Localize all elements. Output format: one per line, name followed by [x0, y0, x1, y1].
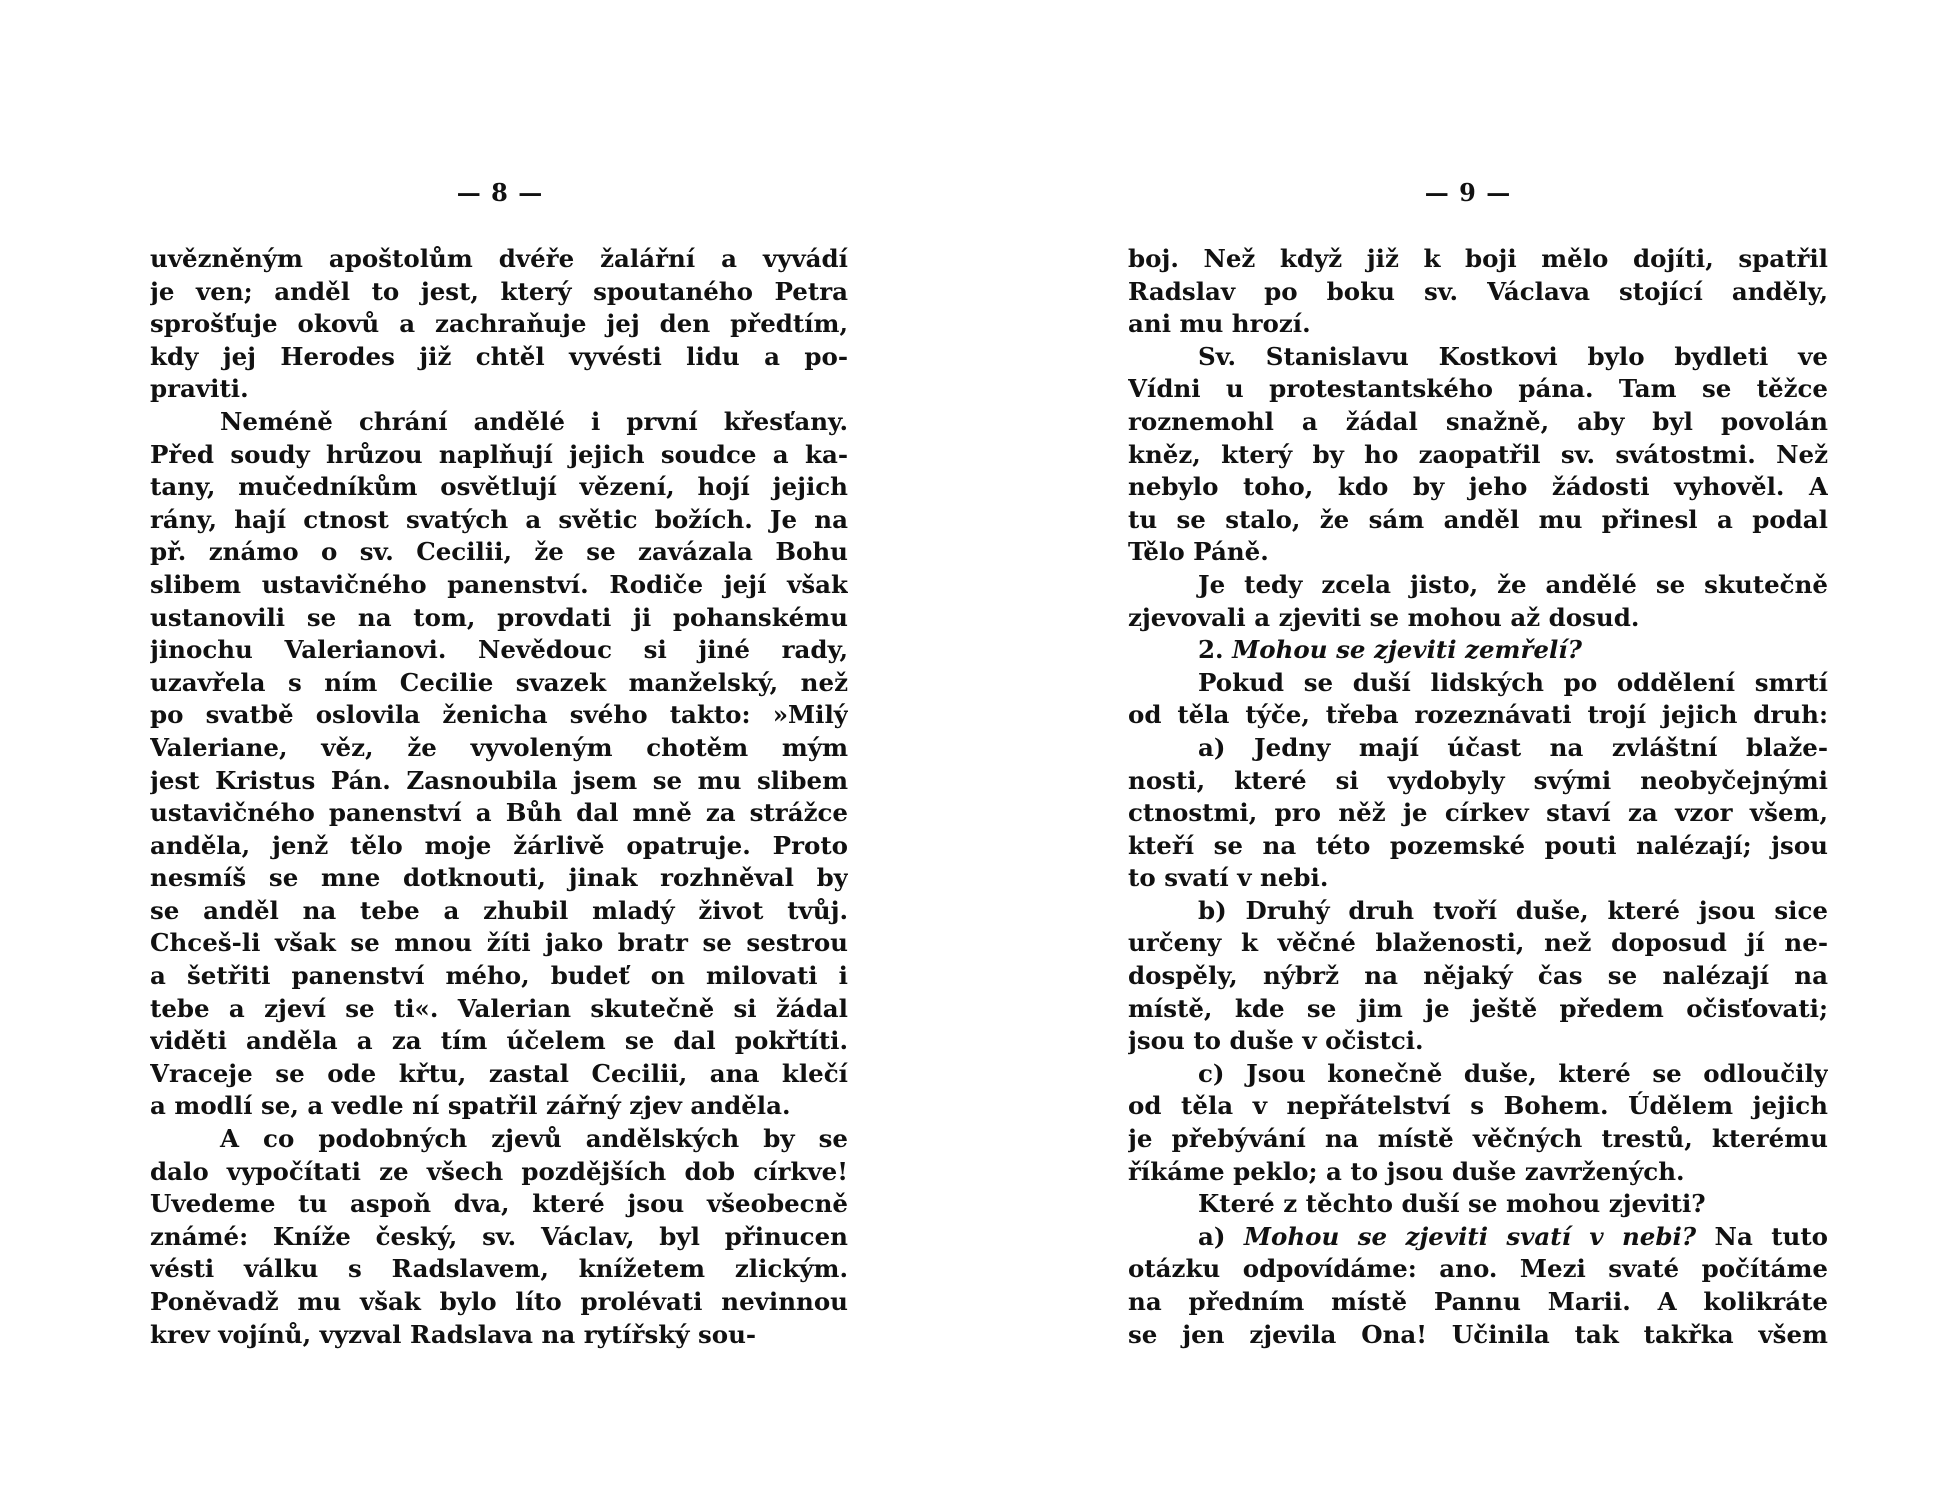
text-line: A co podobných zjevů andělských by se — [220, 1124, 848, 1154]
text-line: je ven; anděl to jest, který spoutaného Petra — [150, 276, 848, 306]
text-line: nesmíš se mne dotknouti, jinak rozhněval by — [150, 863, 848, 893]
text-line: a šetřiti panenství mého, budeť on milovati i — [150, 961, 848, 991]
text-line: říkáme peklo; a to jsou duše zavržených. — [1128, 1156, 1685, 1186]
text-line: Vraceje se ode křtu, zastal Cecilii, ana klečí — [150, 1058, 848, 1088]
text-line: místě, kde se jim je ještě předem očisťovati; — [1128, 993, 1828, 1023]
text-line: od těla v nepřátelství s Bohem. Údělem jejich — [1128, 1091, 1828, 1121]
text-line: praviti. — [150, 374, 249, 404]
text-line: Radslav po boku sv. Václava stojící anděly, — [1128, 276, 1828, 306]
text-line: Uvedeme tu aspoň dva, které jsou všeobecně — [150, 1189, 848, 1219]
text-line: to svatí v nebi. — [1128, 863, 1329, 893]
text-line: nebylo toho, kdo by jeho žádosti vyhověl. A — [1128, 472, 1828, 502]
text-line: kněz, který by ho zaopatřil sv. svátostmi. Než — [1128, 439, 1828, 469]
right-page-text — [1128, 243, 1828, 1351]
text-line: a) Jedny mají účast na zvláštní blaže- — [1198, 732, 1828, 762]
text-line: tu se stalo, že sám anděl mu přinesl a podal — [1128, 504, 1828, 534]
text-line: Vídni u protestantského pána. Tam se těžce — [1128, 374, 1828, 404]
text-line: Je tedy zcela jisto, že andělé se skutečně — [1198, 569, 1828, 599]
text-line: sprošťuje okovů a zachraňuje jej den předtím, — [150, 309, 848, 339]
text-line: jest Kristus Pán. Zasnoubila jsem se mu slibem — [150, 765, 848, 795]
text-line: po svatbě oslovila ženicha svého takto: »Milý — [150, 700, 848, 730]
left-page-text — [150, 243, 848, 1351]
text-line: zjevovali a zjeviti se mohou až dosud. — [1128, 602, 1640, 632]
text-line: anděla, jenž tělo moje žárlivě opatruje. Proto — [150, 830, 848, 860]
right-page — [975, 0, 1950, 1500]
text-line: tebe a zjeví se ti«. Valerian skutečně si žádal — [150, 993, 848, 1023]
text-line: se anděl na tebe a zhubil mladý život tvůj. — [150, 895, 848, 925]
text-line: dalo vypočítati ze všech pozdějších dob církve! — [150, 1156, 848, 1186]
text-line: tany, mučedníkům osvětlují vězení, hojí jejich — [150, 472, 848, 502]
text-line: Sv. Stanislavu Kostkovi bylo bydleti ve — [1198, 341, 1828, 371]
text-line: známé: Kníže český, sv. Václav, byl přinucen — [150, 1221, 848, 1251]
text-line: Poněvadž mu však bylo líto prolévati nevinnou — [150, 1287, 848, 1316]
text-line: jsou to duše v očistci. — [1128, 1026, 1424, 1056]
text-line: Valeriane, věz, že vyvoleným chotěm mým — [150, 732, 848, 762]
page-number-right: — 9 — — [1424, 178, 1512, 207]
text-line: vésti válku s Radslavem, knížetem zlickým. — [150, 1254, 848, 1284]
page-number-left: — 8 — — [456, 178, 544, 207]
text-line: ani mu hrozí. — [1128, 309, 1311, 339]
text-line: rány, hají ctnost svatých a světic božích. Je na — [150, 504, 848, 534]
text-line: uvězněným apoštolům dvéře žalářní a vyvádí — [150, 244, 848, 273]
text-line: a modlí se, a vedle ní spatřil zářný zjev anděla. — [150, 1091, 791, 1121]
text-line: jinochu Valerianovi. Nevědouc si jiné rady, — [150, 635, 848, 665]
text-line: se jen zjevila Ona! Učinila tak takřka všem — [1128, 1319, 1828, 1349]
text-line: boj. Než když již k boji mělo dojíti, spatřil — [1128, 244, 1828, 273]
text-line: ustanovili se na tom, provdati ji pohanskému — [150, 602, 848, 632]
text-line: od těla týče, třeba rozeznávati trojí jejich druh: — [1128, 700, 1828, 730]
text-line: Neméně chrání andělé i první křesťany. — [220, 406, 848, 436]
text-line: viděti anděla a za tím účelem se dal pokřtíti. — [150, 1026, 848, 1056]
text-line: ustavičného panenství a Bůh dal mně za strážce — [150, 798, 848, 828]
text-line: a) Mohou se zjeviti svatí v nebi? Na tuto — [1198, 1221, 1828, 1251]
text-line: c) Jsou konečně duše, které se odloučily — [1198, 1058, 1828, 1088]
text-line: na předním místě Pannu Marii. A kolikráte — [1128, 1287, 1828, 1316]
text-line: uzavřela s ním Cecilie svazek manželský, než — [150, 667, 848, 697]
text-line: slibem ustavičného panenství. Rodiče její však — [150, 569, 848, 599]
text-line: ctnostmi, pro něž je církev staví za vzor všem, — [1128, 798, 1828, 828]
text-line: kteří se na této pozemské pouti nalézají; jsou — [1128, 830, 1828, 860]
text-line: Chceš-li však se mnou žíti jako bratr se sestrou — [150, 928, 848, 958]
text-line: roznemohl a žádal snažně, aby byl povolán — [1128, 406, 1828, 436]
text-line: b) Druhý druh tvoří duše, které jsou sice — [1198, 895, 1828, 925]
text-line: nosti, které si vydobyly svými neobyčejnými — [1128, 765, 1828, 795]
text-line: Které z těchto duší se mohou zjeviti? — [1198, 1189, 1706, 1219]
text-line: Před soudy hrůzou naplňují jejich soudce a ka- — [150, 439, 848, 469]
text-line: př. známo o sv. Cecilii, že se zavázala Bohu — [150, 537, 848, 567]
text-line: 2. Mohou se zjeviti zemřelí? — [1198, 635, 1582, 665]
text-line: Tělo Páně. — [1128, 537, 1269, 567]
text-line: Pokud se duší lidských po oddělení smrtí — [1198, 667, 1828, 697]
text-line: kdy jej Herodes již chtěl vyvésti lidu a po- — [150, 341, 848, 371]
text-line: určeny k věčné blaženosti, než doposud jí ne- — [1128, 928, 1828, 958]
text-line: je přebývání na místě věčných trestů, kterému — [1128, 1124, 1828, 1154]
text-line: dospěly, nýbrž na nějaký čas se nalézají na — [1128, 961, 1828, 991]
text-line: otázku odpovídáme: ano. Mezi svaté počítáme — [1128, 1254, 1828, 1284]
text-line: krev vojínů, vyzval Radslava na rytířský sou- — [150, 1319, 757, 1349]
